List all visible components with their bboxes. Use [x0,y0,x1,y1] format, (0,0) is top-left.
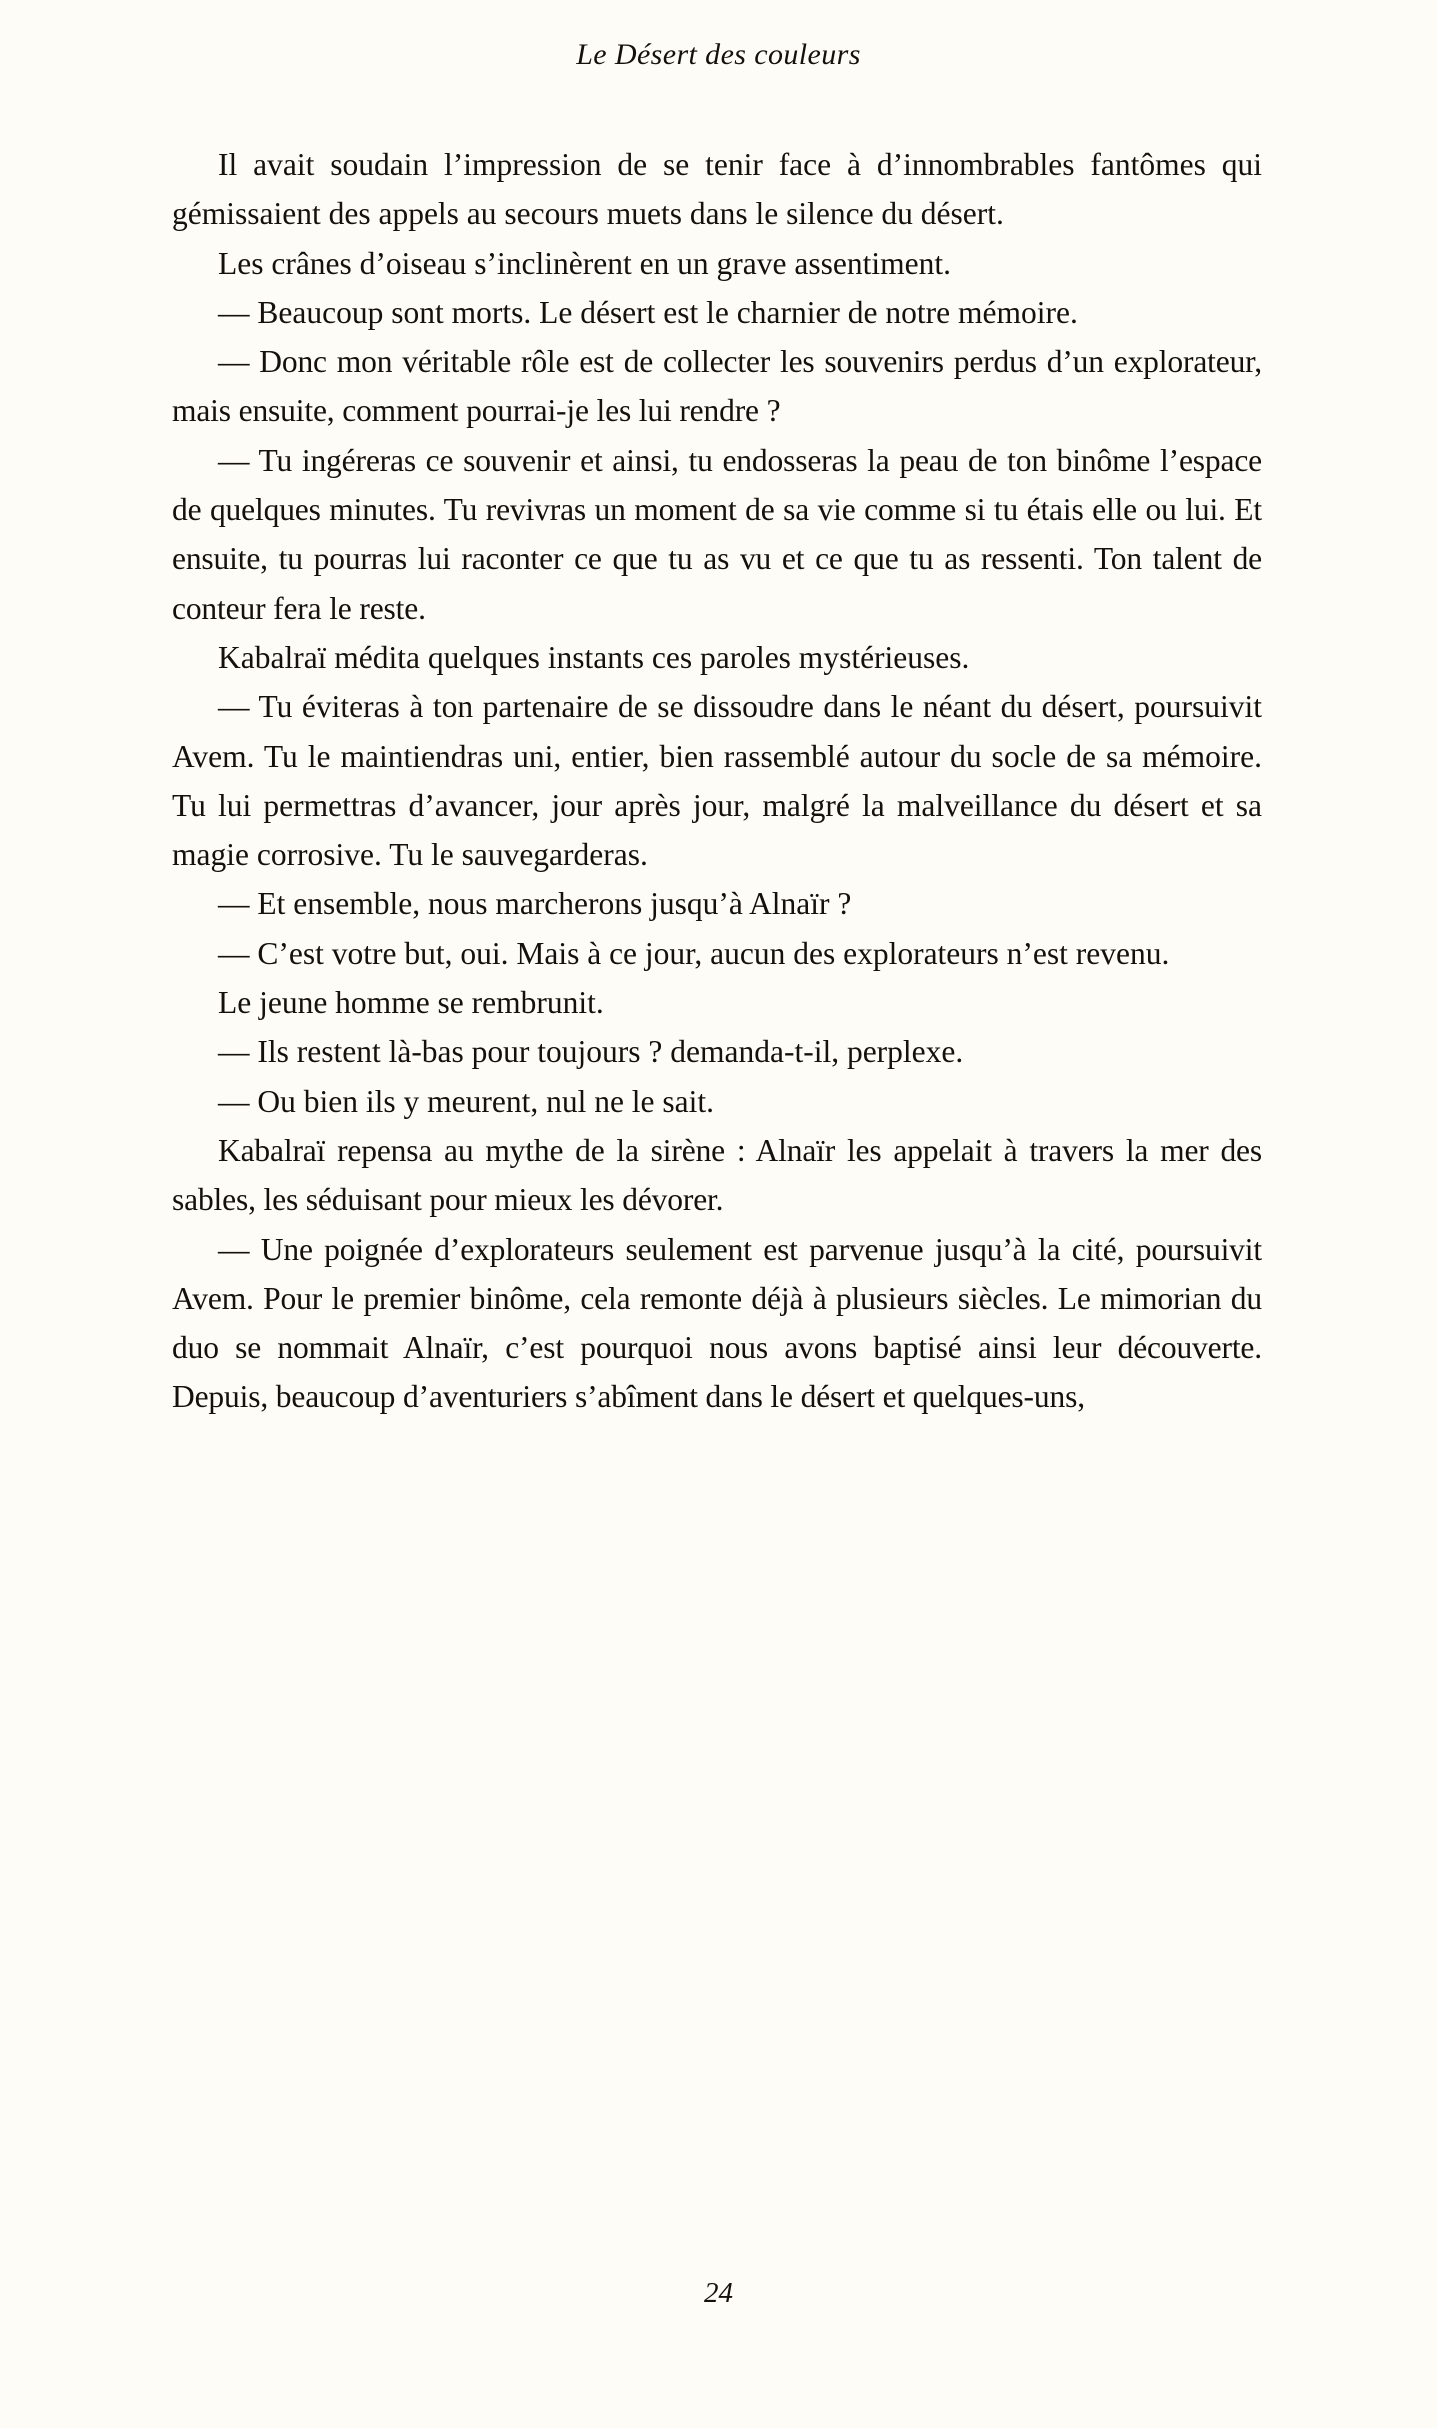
paragraph: — Une poignée d’explorateurs seulement est parvenue jusqu’à la cité, poursuivit Avem. Pour le premier binôme, cela remonte déjà à plusieurs siècles. Le mimorian du duo se nommait Alnaïr, c’est pourquoi nous avons baptisé ainsi leur découverte. Depuis, beaucoup d’aventuriers s’abîment dans le désert et quelques-uns, [172,1231,1262,1415]
paragraph: Les crânes d’oiseau s’inclinèrent en un grave assentiment. [218,245,951,281]
running-head: Le Désert des couleurs [576,38,861,71]
paragraph: — Tu ingéreras ce souvenir et ainsi, tu endosseras la peau de ton binôme l’espace de quelques minutes. Tu revivras un moment de sa vie comme si tu étais elle ou lui. Et ensuite, tu pourras lui raconter ce que tu as vu et ce que tu as ressenti. Ton talent de conteur fera le reste. [172,442,1262,626]
body-text [172,140,1262,1422]
paragraph: — Ou bien ils y meurent, nul ne le sait. [218,1083,715,1119]
paragraph: — Et ensemble, nous marcherons jusqu’à Alnaïr ? [218,886,852,922]
paragraph: — Beaucoup sont morts. Le désert est le charnier de notre mémoire. [218,294,1078,330]
page-number: 24 [704,2277,733,2309]
paragraph: — Tu éviteras à ton partenaire de se dissoudre dans le néant du désert, poursuivit Avem. Tu le maintiendras uni, entier, bien rassemblé autour du socle de sa mémoire. Tu lui permettras d’avancer, jour après jour, malgré la malveillance du désert et sa magie corrosive. Tu le sauvegarderas. [172,689,1262,873]
paragraph: — Ils restent là-bas pour toujours ? demanda-t-il, perplexe. [218,1034,964,1070]
paragraph: Kabalraï repensa au mythe de la sirène : Alnaïr les appelait à travers la mer des sables, les séduisant pour mieux les dévorer. [172,1132,1262,1218]
paragraph: Il avait soudain l’impression de se tenir face à d’innombrables fantômes qui gémissaient des appels au secours muets dans le silence du désert. [172,147,1262,232]
paragraph: Kabalraï médita quelques instants ces paroles mystérieuses. [218,639,970,675]
paragraph: Le jeune homme se rembrunit. [218,985,604,1021]
paragraph: — Donc mon véritable rôle est de collecter les souvenirs perdus d’un explorateur, mais ensuite, comment pourrai-je les lui rendre ? [172,344,1262,429]
paragraph: — C’est votre but, oui. Mais à ce jour, aucun des explorateurs n’est revenu. [218,935,1170,971]
